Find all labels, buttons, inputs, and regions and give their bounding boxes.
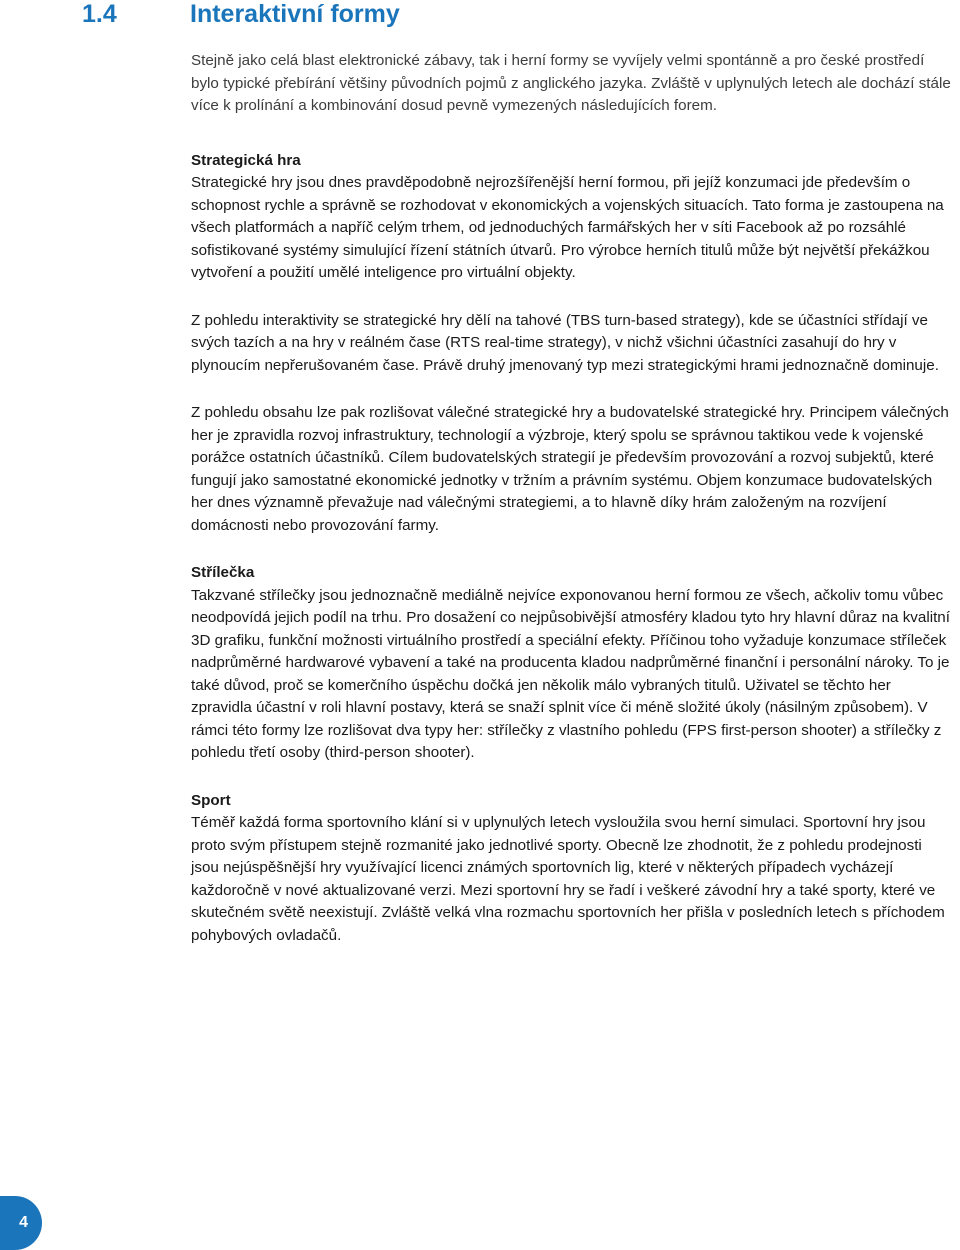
paragraph: Strategické hry jsou dnes pravděpodobně nejrozšířenější herní formou, při jejíž konzumaci jde především o schopnost rychle a správně se rozhodovat v ekonomických a vojenských situacích. Tato forma je zastoupena na všech platformách a napříč celým trhem, od jednoduchých farmářských her v síti Facebook až po rozsáhlé sofistikované systémy simulující řízení státních útvarů. Pro výrobce herních titulů může být největší překážkou vytvoření a použití umělé inteligence pro virtuální objekty. bbox=[191, 174, 944, 281]
section-heading-shooter: Střílečka bbox=[191, 564, 255, 581]
page-number-badge bbox=[0, 1196, 42, 1250]
section-heading-sport: Sport bbox=[191, 791, 231, 809]
section-heading-strategy: Strategická hra bbox=[191, 151, 301, 169]
section-sport bbox=[191, 790, 953, 948]
page-heading bbox=[0, 0, 400, 28]
section-strategy-content bbox=[191, 402, 953, 537]
page-title: Interaktivní formy bbox=[190, 0, 400, 28]
section-strategy bbox=[191, 150, 953, 285]
section-number: 1.4 bbox=[82, 0, 117, 28]
paragraph: Téměř každá forma sportovního klání si v uplynulých letech vysloužila svou herní simulaci. Sportovní hry jsou proto svým přístupem stejně rozmanité jako jednotlivé sporty. Obecně lze zhodnotit, že z pohledu prodejnosti jsou nejúspěšnější hry využívající licenci známých sportovních lig, které v některých případech vycházejí každoročně v nové aktualizované verzi. Mezi sportovní hry se řadí i veškeré závodní hry a také sporty, které ve skutečném světě neexistují. Zvláště velká vlna rozmachu sportovních her přišla v posledních letech s příchodem pohybových ovladačů. bbox=[191, 814, 945, 944]
section-shooter bbox=[191, 562, 953, 765]
page-number: 4 bbox=[19, 1214, 28, 1231]
paragraph: Takzvané střílečky jsou jednoznačně mediálně nejvíce exponovanou herní formou ze všech, ačkoliv tomu vůbec neodpovídá jejich podíl na trhu. Pro dosažení co nejpůsobivější atmosféry kladou tyto hry hlavní důraz na kvalitní 3D grafiku, funkční možnosti virtuálního prostředí a speciální efekty. Příčinou toho vyžaduje konzumace stříleček nadprůměrné hardwarové vybavení a také na producenta kladou nadprůměrné finanční i personální nároky. To je také důvod, proč se komerčního úspěchu dočká jen několik málo vybraných titulů. Uživatel se těchto her zpravidla účastní v roli hlavní postavy, která se snaží splnit více či méně složité úkoly (násilným způsobem). V rámci této formy lze rozlišovat dva typy her: střílečky z vlastního pohledu (FPS first-person shooter) a střílečky z pohledu třetí osoby (third-person shooter). bbox=[191, 586, 950, 761]
paragraph: Z pohledu interaktivity se strategické hry dělí na tahové (TBS turn-based strategy), kde se účastníci střídají ve svých tazích a na hry v reálném čase (RTS real-time strategy), v nichž všichni účastníci zasahují do hry v plynoucím nepřerušovaném čase. Právě druhý jmenovaný typ mezi strategickými hrami jednoznačně dominuje. bbox=[191, 311, 939, 374]
paragraph: Z pohledu obsahu lze pak rozlišovat válečné strategické hry a budovatelské strategické hry. Principem válečných her je zpravidla rozvoj infrastruktury, technologií a výzbroje, který spolu se správnou taktikou vede k vojenské porážce ostatních účastníků. Cílem budovatelských strategií je především provozování a rozvoj subjektů, které fungují jako samostatné ekonomické jednotky v tržním a právním systému. Objem konzumace budovatelských her dnes významně převažuje nad válečnými strategiemi, a to hlavně díky hrám založeným na rozvíjení domácnosti nebo provozování farmy. bbox=[191, 404, 949, 534]
section-strategy-interactivity bbox=[191, 310, 953, 378]
content bbox=[191, 50, 953, 972]
intro-paragraph: Stejně jako celá blast elektronické zábavy, tak i herní formy se vyvíjely velmi spontánně a pro české prostředí bylo typické přebírání většiny původních pojmů z anglického jazyka. Zvláště v uplynulých letech ale dochází stále více k prolínání a kombinování dosud pevně vymezených následujících forem. bbox=[191, 52, 951, 114]
